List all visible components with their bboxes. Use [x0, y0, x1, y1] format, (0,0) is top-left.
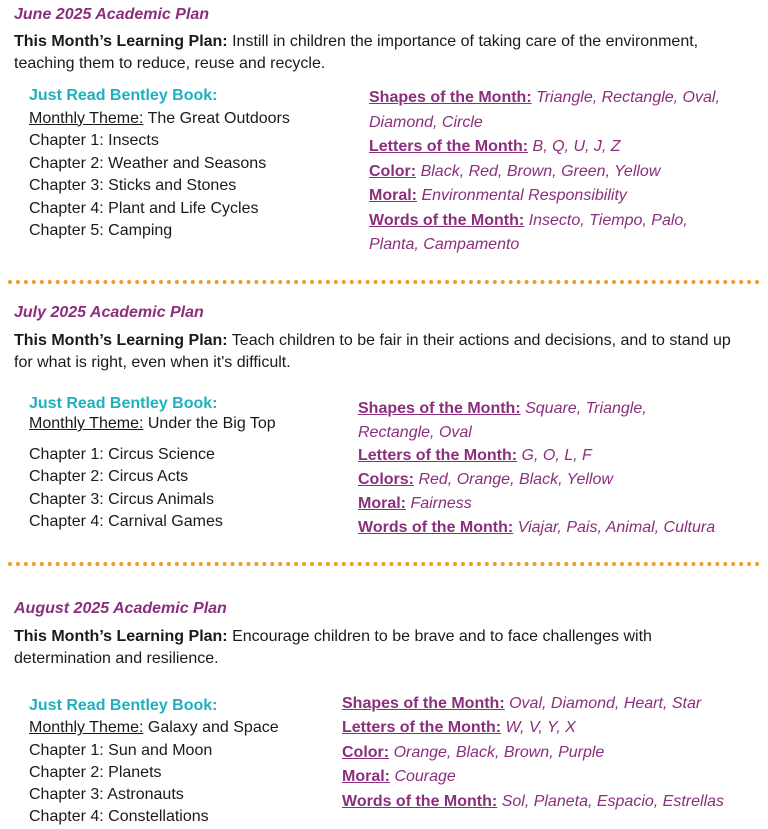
june-color-value: Black, Red, Brown, Green, Yellow [420, 162, 661, 180]
august-shapes [342, 692, 762, 716]
august-letters-label: Letters of the Month: [342, 719, 502, 737]
august-color-label: Color: [342, 743, 390, 761]
june-chapter-4: Chapter 4: Plant and Life Cycles [29, 199, 259, 217]
june-book-heading: Just Read Bentley Book: [29, 87, 218, 104]
june-theme-value: The Great Outdoors [147, 109, 290, 127]
august-shapes-value: Oval, Diamond, Heart, Star [509, 695, 702, 712]
june-chapter-2: Chapter 2: Weather and Seasons [29, 154, 267, 172]
june-chapter-3: Chapter 3: Sticks and Stones [29, 177, 237, 194]
august-chapter-2: Chapter 2: Planets [29, 763, 162, 781]
june-moral-value: Environmental Responsibility [421, 187, 627, 204]
june-words [369, 209, 724, 258]
july-words [358, 516, 758, 540]
august-theme [29, 717, 349, 739]
july-theme-label: Monthly Theme: [29, 415, 144, 432]
june-words-label: Words of the Month: [369, 211, 525, 229]
august-theme-label: Monthly Theme: [29, 719, 144, 737]
august-letters [342, 716, 762, 740]
july-chapter-4: Chapter 4: Carnival Games [29, 513, 223, 530]
divider-june-july [8, 280, 760, 284]
july-learning-plan-text: Teach children to be fair in their actions and decisions, and to stand up for what is right, even when it's difficult. [14, 332, 731, 371]
june-color-label: Color: [369, 162, 417, 180]
july-moral [358, 492, 758, 516]
july-monthly-details [358, 397, 758, 539]
august-color-value: Orange, Black, Brown, Purple [393, 743, 605, 761]
july-letters-value: G, O, L, F [521, 447, 592, 465]
july-shapes-value: Square, Triangle, Rectangle, Oval [358, 400, 647, 441]
july-moral-value: Fairness [410, 494, 472, 512]
june-letters [369, 135, 724, 160]
june-learning-plan [14, 31, 734, 75]
july-words-label: Words of the Month: [358, 518, 514, 536]
june-plan-title: June 2025 Academic Plan [14, 6, 210, 23]
june-letters-value: B, Q, U, J, Z [532, 138, 621, 155]
july-chapter-2: Chapter 2: Circus Acts [29, 468, 189, 485]
august-moral-value: Courage [394, 768, 456, 786]
june-shapes [369, 86, 724, 135]
august-words-value: Sol, Planeta, Espacio, Estrellas [501, 792, 725, 810]
august-chapter-4: Chapter 4: Constellations [29, 808, 209, 826]
july-color [358, 468, 758, 492]
july-color-label: Colors: [358, 471, 414, 489]
august-book-heading: Just Read Bentley Book: [29, 697, 218, 714]
june-chapter-5: Chapter 5: Camping [29, 222, 173, 239]
july-moral-label: Moral: [358, 494, 406, 512]
august-moral-label: Moral: [342, 768, 390, 786]
july-plan-title: July 2025 Academic Plan [14, 304, 204, 321]
june-chapter-1: Chapter 1: Insects [29, 132, 159, 149]
june-theme-label: Monthly Theme: [29, 109, 144, 127]
july-shapes-label: Shapes of the Month: [358, 400, 521, 417]
july-letters [358, 444, 758, 468]
july-book-block [29, 395, 349, 534]
august-color [342, 741, 762, 765]
august-learning-plan [14, 626, 734, 670]
june-shapes-label: Shapes of the Month: [369, 89, 532, 106]
june-letters-label: Letters of the Month: [369, 138, 529, 155]
july-theme-value: Under the Big Top [147, 415, 276, 432]
august-words [342, 790, 762, 814]
august-learning-plan-text: Encourage children to be brave and to face challenges with determination and resilience. [14, 628, 652, 667]
june-monthly-details [369, 86, 724, 258]
july-color-value: Red, Orange, Black, Yellow [418, 471, 613, 489]
august-theme-value: Galaxy and Space [147, 719, 279, 737]
june-book-block [29, 85, 349, 243]
july-chapter-3: Chapter 3: Circus Animals [29, 490, 214, 508]
august-shapes-label: Shapes of the Month: [342, 695, 505, 712]
august-book-block [29, 695, 349, 829]
august-learning-plan-label: This Month’s Learning Plan: [14, 628, 228, 645]
june-color [369, 160, 724, 185]
august-monthly-details [342, 692, 762, 814]
august-chapter-1: Chapter 1: Sun and Moon [29, 741, 213, 759]
june-moral-label: Moral: [369, 187, 417, 204]
august-plan-title: August 2025 Academic Plan [14, 600, 227, 617]
july-learning-plan-label: This Month’s Learning Plan: [14, 332, 228, 349]
june-moral [369, 184, 724, 209]
july-book-heading: Just Read Bentley Book: [29, 395, 218, 412]
july-theme [29, 413, 349, 436]
june-theme [29, 108, 349, 131]
july-chapter-1: Chapter 1: Circus Science [29, 445, 215, 463]
june-words-value: Insecto, Tiempo, Palo, Planta, Campamento [369, 211, 688, 253]
august-chapter-3: Chapter 3: Astronauts [29, 786, 184, 804]
july-learning-plan [14, 330, 734, 374]
august-letters-value: W, V, Y, X [505, 719, 576, 737]
divider-july-august [8, 562, 760, 566]
july-letters-label: Letters of the Month: [358, 447, 518, 465]
july-shapes [358, 397, 688, 444]
june-shapes-value: Triangle, Rectangle, Oval, Diamond, Circle [369, 89, 720, 131]
june-learning-plan-text: Instill in children the importance of taking care of the environment, teaching them to reduce, reuse and recycle. [14, 33, 699, 72]
august-words-label: Words of the Month: [342, 792, 498, 810]
august-moral [342, 765, 762, 789]
june-learning-plan-label: This Month’s Learning Plan: [14, 33, 228, 50]
july-words-value: Viajar, Pais, Animal, Cultura [517, 518, 716, 536]
